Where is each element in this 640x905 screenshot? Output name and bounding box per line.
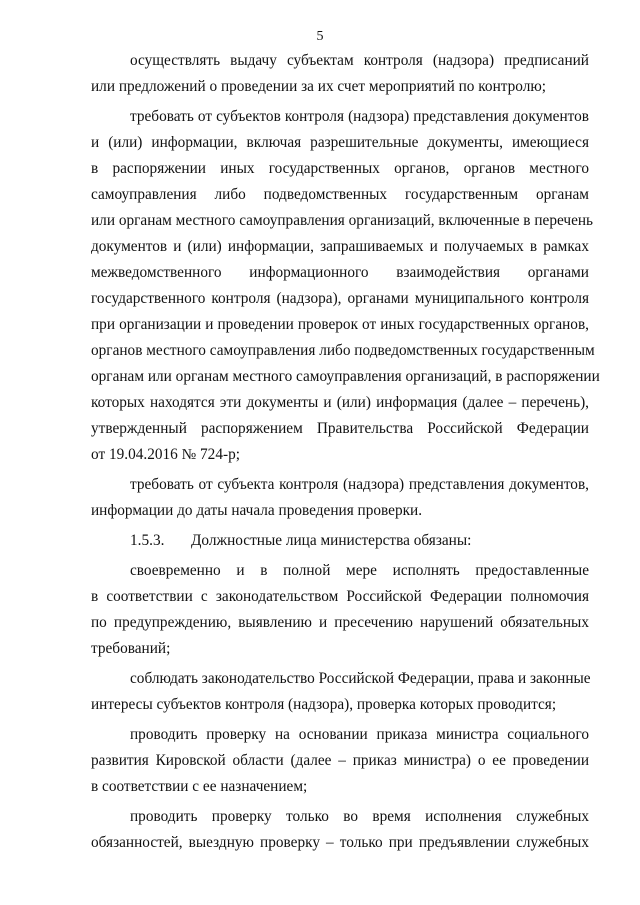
- text-line: проводить проверку только во время исполнения служебных: [130, 808, 589, 825]
- paragraph: [91, 722, 589, 800]
- text-line: органам или органам местного самоуправления организаций, в распоряжении: [91, 368, 600, 385]
- text-line: или предложений о проведении за их счет мероприятий по контролю;: [91, 78, 547, 95]
- text-line: самоуправления либо подведомственных государственным органам: [91, 186, 589, 203]
- text-line: органов местного самоуправления либо подведомственных государственным: [91, 342, 595, 359]
- text-line: или органам местного самоуправления организаций, включенные в перечень: [91, 212, 594, 229]
- text-line: соблюдать законодательство Российской Федерации, права и законные: [130, 670, 591, 687]
- text-line: и (или) информации, включая разрешительные документы, имеющиеся: [91, 134, 589, 151]
- text-line: требовать от субъектов контроля (надзора) представления документов: [130, 108, 589, 125]
- text-line: документов и (или) информации, запрашиваемых и получаемых в рамках: [91, 238, 589, 255]
- paragraph: [91, 104, 600, 468]
- paragraph: [91, 48, 589, 100]
- text-line: требовать от субъекта контроля (надзора) представления документов,: [130, 476, 589, 493]
- document-body: [91, 48, 600, 860]
- text-line: интересы субъектов контроля (надзора), проверка которых проводится;: [91, 696, 557, 713]
- section-number: 1.5.3.: [130, 532, 165, 549]
- text-line: утвержденный распоряжением Правительства Российской Федерации: [91, 420, 589, 437]
- text-line: обязанностей, выездную проверку – только при предъявлении служебных: [91, 834, 589, 851]
- text-line: осуществлять выдачу субъектам контроля (надзора) предписаний: [130, 52, 589, 69]
- text-line: информации до даты начала проведения проверки.: [91, 502, 423, 519]
- text-line: в соответствии с ее назначением;: [91, 778, 308, 795]
- page-number: 5: [316, 29, 324, 44]
- text-line: своевременно и в полной мере исполнять предоставленные: [130, 562, 589, 579]
- text-line: которых находятся эти документы и (или) информация (далее – перечень),: [91, 394, 589, 411]
- text-line: по предупреждению, выявлению и пресечению нарушений обязательных: [91, 614, 589, 631]
- section-heading-text: Должностные лица министерства обязаны:: [191, 532, 472, 549]
- text-line: развития Кировской области (далее – приказ министра) о ее проведении: [91, 752, 589, 769]
- section-heading: [91, 528, 589, 554]
- text-line: при организации и проведении проверок от иных государственных органов,: [91, 316, 589, 333]
- text-line: межведомственного информационного взаимодействия органами: [91, 264, 589, 281]
- text-line: от 19.04.2016 № 724-р;: [91, 446, 240, 463]
- text-line: требований;: [91, 640, 171, 657]
- paragraph: [91, 472, 589, 524]
- text-line: государственного контроля (надзора), органами муниципального контроля: [91, 290, 589, 307]
- paragraph: [91, 558, 589, 662]
- text-line: проводить проверку на основании приказа министра социального: [130, 726, 589, 743]
- paragraph: [91, 666, 589, 718]
- text-line: в соответствии с законодательством Российской Федерации полномочия: [91, 588, 589, 605]
- text-line: в распоряжении иных государственных органов, органов местного: [91, 160, 589, 177]
- paragraph: [91, 804, 589, 856]
